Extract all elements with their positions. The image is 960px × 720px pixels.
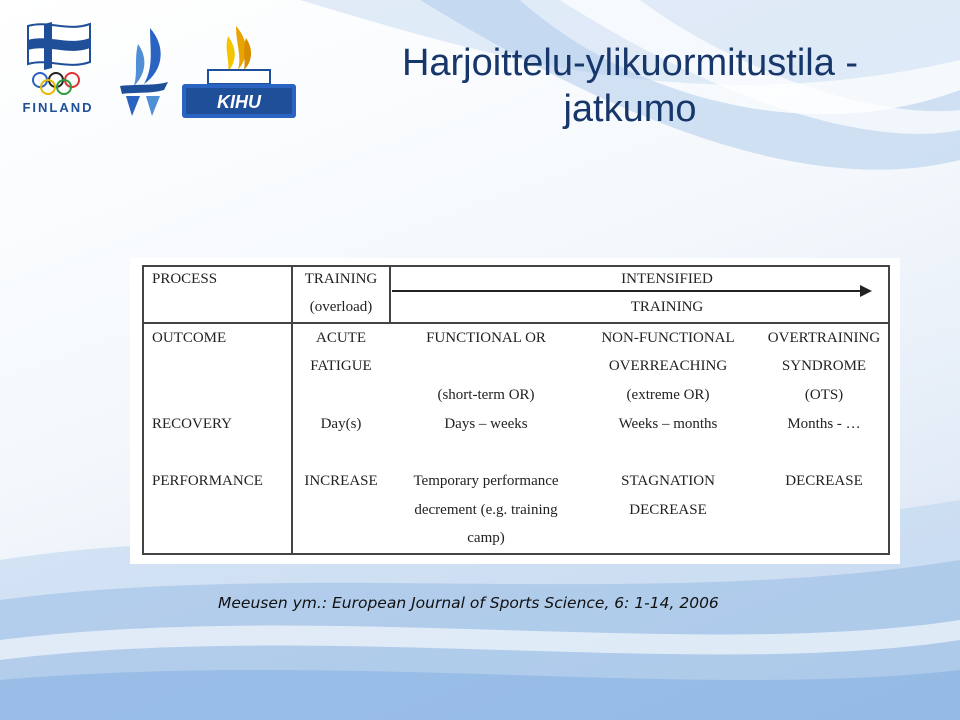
outcome-non-functional: NON-FUNCTIONAL (601, 330, 735, 346)
finland-logo-text: FINLAND (22, 100, 94, 115)
row-label-outcome: OUTCOME (152, 330, 227, 346)
row-label-recovery: RECOVERY (152, 416, 233, 432)
outcome-functional-or: FUNCTIONAL OR (426, 330, 546, 346)
paralympic-flame-logo (110, 24, 178, 118)
outcome-syndrome: SYNDROME (781, 358, 867, 374)
finland-olympic-logo (18, 18, 98, 118)
performance-ots: DECREASE (785, 473, 863, 489)
process-training: TRAINING (304, 271, 378, 287)
row-label-performance: PERFORMANCE (152, 473, 263, 489)
outcome-overtraining: OVERTRAINING (767, 330, 881, 346)
table-divider-col1 (291, 267, 293, 553)
logos-group (18, 18, 308, 118)
citation: Meeusen ym.: European Journal of Sports Science, 6: 1-14, 2006 (218, 594, 719, 612)
recovery-nonfunctional: Weeks – months (618, 416, 718, 432)
recovery-ots: Months - … (787, 416, 861, 432)
kihu-logo (178, 24, 300, 120)
arrow-right-icon (860, 285, 872, 297)
slide-title (360, 40, 900, 132)
outcome-extreme-or: (extreme OR) (626, 387, 710, 403)
outcome-ots: (OTS) (804, 387, 844, 403)
continuum-table (142, 265, 890, 555)
performance-nonfunctional-decrease: DECREASE (629, 502, 707, 518)
outcome-fatigue: FATIGUE (310, 358, 372, 374)
process-intensified-training: TRAINING (630, 299, 704, 315)
kihu-logo-text: KIHU (217, 92, 261, 112)
performance-functional-line3: camp) (467, 530, 505, 546)
performance-stagnation: STAGNATION (621, 473, 715, 489)
table-divider-col2 (389, 267, 391, 324)
overtraining-continuum-figure (130, 258, 900, 564)
outcome-short-term-or: (short-term OR) (437, 387, 535, 403)
process-intensified: INTENSIFIED (621, 271, 713, 287)
recovery-functional: Days – weeks (444, 416, 528, 432)
outcome-overreaching: OVERREACHING (608, 358, 728, 374)
process-overload: (overload) (309, 299, 373, 315)
outcome-acute: ACUTE (316, 330, 366, 346)
table-divider-row1 (144, 322, 888, 324)
performance-functional-line2: decrement (e.g. training (414, 502, 558, 518)
recovery-acute: Day(s) (320, 416, 362, 432)
performance-functional-line1: Temporary performance (413, 473, 559, 489)
slide-title-line1: Harjoittelu-ylikuormitustila - (401, 42, 859, 84)
row-label-process: PROCESS (152, 271, 218, 287)
performance-acute: INCREASE (304, 473, 378, 489)
slide-title-line2: jatkumo (563, 88, 697, 130)
intensified-arrow-line (392, 290, 862, 292)
